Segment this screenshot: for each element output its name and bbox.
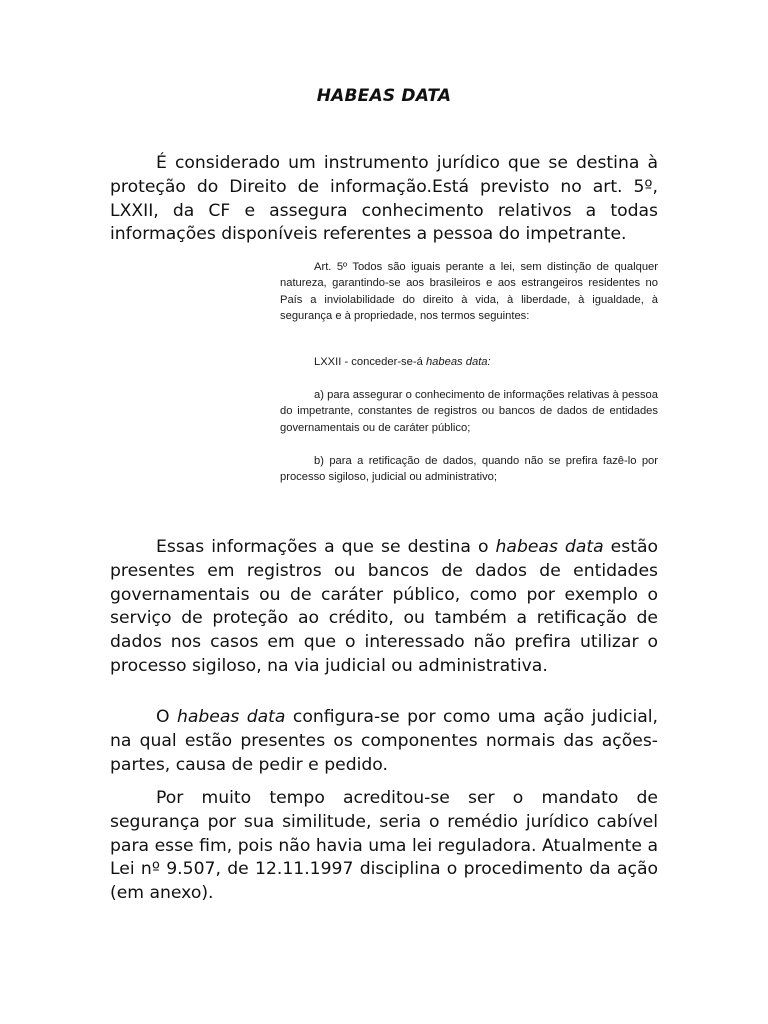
paragraph-3-after: configura-se por como uma ação judicial, na qual estão presentes os componentes normais das ações-partes, causa de pedir e pedido. [110, 707, 658, 775]
quote-lxxii [280, 354, 658, 370]
paragraph-2-before: Essas informações a que se destina o [156, 537, 496, 557]
paragraph-3-before: O [156, 707, 177, 727]
paragraph-2-term: habeas data [495, 537, 604, 557]
paragraph-2-after: estão presentes em registros ou bancos de dados de entidades governamentais ou de caráter público, como por exemplo o serviço de proteção ao crédito, ou também a retificação de dados nos casos em que o interessado não prefira utilizar o processo sigiloso, na via judicial ou administrativa. [110, 537, 658, 676]
paragraph-3 [110, 706, 658, 777]
paragraph-2 [110, 536, 658, 679]
document-title: HABEAS DATA [316, 86, 452, 106]
quote-lxxii-term: habeas data: [425, 356, 491, 368]
paragraph-4: Por muito tempo acreditou-se ser o mandato de segurança por sua similitude, seria o remédio jurídico cabível para esse fim, pois não havia uma lei reguladora. Atualmente a Lei nº 9.507, de 12.11.1997 disciplina o procedimento da ação (em anexo). [110, 788, 658, 904]
quote-item-b: b) para a retificação de dados, quando não se prefira fazê-lo por processo sigiloso, judicial ou administrativo; [280, 455, 658, 484]
quote-article-5: Art. 5º Todos são iguais perante a lei, sem distinção de qualquer natureza, garantindo-se aos brasileiros e aos estrangeiros residentes no País a inviolabilidade do direito à vida, à liberdade, à igualdade, à segurança e à propriedade, nos termos seguintes: [280, 261, 658, 323]
paragraph-3-term: habeas data [176, 707, 286, 727]
quote-lxxii-prefix: LXXII - conceder-se-á [314, 356, 426, 368]
intro-paragraph: É considerado um instrumento jurídico que se destina à proteção do Direito de informação.Está previsto no art. 5º, LXXII, da CF e assegura conhecimento relativos a todas informações disponíveis referentes a pessoa do impetrante. [110, 153, 658, 245]
quote-item-a: a) para assegurar o conhecimento de informações relativas à pessoa do impetrante, constantes de registros ou bancos de dados de entidades governamentais ou de caráter público; [280, 389, 658, 434]
